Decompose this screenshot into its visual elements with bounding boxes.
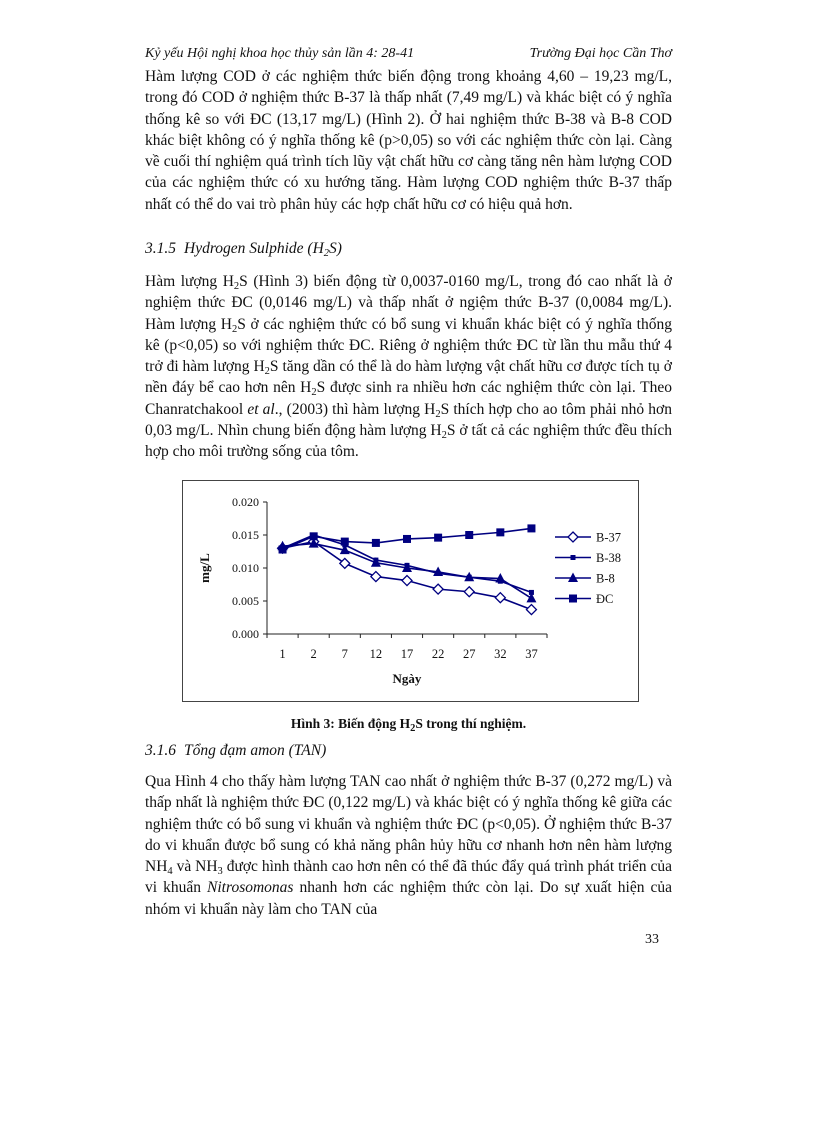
running-header [145,46,672,62]
section-number: 3.1.6 [145,742,176,759]
legend-label: ĐC [596,592,614,606]
header-university: Trường Đại học Cần Thơ [529,46,672,61]
x-tick-label: 37 [525,647,538,661]
data-point-B-37 [464,587,474,597]
x-tick-label: 27 [462,647,476,661]
x-tick-label: 1 [279,647,286,661]
legend-label: B-37 [596,530,621,545]
paragraph-tan: Qua Hình 4 cho thấy hàm lượng TAN cao nhất ở nghiệm thức B-37 (0,272 mg/L) và thấp nhất là nghiệm thức ĐC (0,122 mg/L) và khác biệt có ý nghĩa thống kê giữa các nghiệm thức có bổ sung vi khuẩn và nghiệm thức ĐC (p<0,05). Ở nghiệm thức B-37 do vi khuẩn được bổ sung có khả năng phân hủy hữu cơ nhanh hơn nên hàm lượng $NH_4$ và $NH_3$ được hình thành cao hơn nên có thể đã thúc đẩy quá trình phát triển của vi khuẩn Nitrosomonas nhanh hơn các nghiệm thức còn lại. Do sự xuất hiện của nhóm vi khuẩn này làm cho TAN của [145,773,672,918]
data-point-B-37 [402,576,412,586]
y-tick-label: 0.020 [232,495,259,509]
section-heading-hydrogen-sulphide: 3.1.5 Hydrogen Sulphide $(H_2S)$ [145,240,342,259]
data-point-B-8 [526,593,536,603]
y-axis-title: mg/L [197,553,212,583]
data-point-ĐC [465,531,473,539]
data-point-B-37 [371,572,381,582]
legend-label: B-38 [596,551,621,565]
y-tick-label: 0.005 [232,594,259,608]
h2s-line-chart [183,481,640,703]
data-point-ĐC [279,546,287,554]
data-point-ĐC [310,532,318,540]
data-point-B-37 [433,584,443,594]
data-point-ĐC [434,534,442,542]
y-tick-label: 0.010 [232,561,259,575]
legend-marker [569,595,577,603]
h2s-chart [182,480,639,702]
data-point-B-37 [340,558,350,568]
data-point-ĐC [496,528,504,536]
x-tick-label: 7 [341,647,348,661]
header-proceedings: Kỷ yếu Hội nghị khoa học thủy sản lần 4: 28-41 [145,46,415,61]
section-heading-tan: 3.1.6 Tổng đạm amon (TAN) [145,742,327,759]
data-point-B-37 [526,605,536,615]
data-point-ĐC [372,539,380,547]
y-tick-label: 0.015 [232,528,259,542]
data-point-ĐC [403,535,411,543]
figure-caption: Hình 3: Biến động $H_2S$ trong thí nghiệm. [290,716,527,734]
legend-marker [568,532,578,542]
paragraph-h2s: Hàm lượng $H_2S$ (Hình 3) biến động từ 0,0037-0160 mg/L, trong đó cao nhất là ở nghiệm thức ĐC (0,0146 mg/L) và thấp nhất ở ngiệm thức B-37 (0,0084 mg/L). Hàm lượng $H_2S$ ở các nghiệm thức có bổ sung vi khuẩn khác biệt có ý nghĩa thống kê (p<0,05) so với nghiệm thức ĐC. Riêng ở nghiệm thức ĐC từ lần thu mẫu thứ 4 trở đi hàm lượng $H_2S$ tăng dần có thể là do hàm lượng vật chất hữu cơ được tích tụ ở nền đáy bể cao hơn nên $H_2S$ được sinh ra nhiều hơn các nghiệm thức còn lại. Theo Chanratchakool et al., (2003) thì hàm lượng $H_2S$ thích hợp cho ao tôm phải nhỏ hơn 0,03 mg/L. Nhìn chung biến động hàm lượng $H_2S$ ở tất cả các nghiệm thức đều thích hợp cho môi trường sống của tôm. [145,273,672,461]
data-point-ĐC [341,538,349,546]
page-number: 33 [645,932,659,947]
x-tick-label: 22 [431,647,445,661]
x-tick-label: 2 [310,647,317,661]
legend-label: B-8 [596,571,615,586]
y-tick-label: 0.000 [232,627,259,641]
x-tick-label: 12 [369,647,383,661]
x-tick-label: 17 [400,647,414,661]
x-tick-label: 32 [494,647,507,661]
data-point-ĐC [527,524,535,532]
paragraph-cod: Hàm lượng COD ở các nghiệm thức biến động trong khoảng 4,60 – 19,23 mg/L, trong đó COD ở nghiệm thức B-37 là thấp nhất (7,49 mg/L) và khác biệt có ý nghĩa thống kê so với ĐC (13,17 mg/L) (Hình 2). Ở hai nghiệm thức B-38 và B-8 COD khác biệt không có ý nghĩa thống kê (p>0,05) so với các nghiệm thức còn lại. Càng về cuối thí nghiệm quá trình tích lũy vật chất hữu cơ càng tăng nên hàm lượng COD của các nghiệm thức có xu hướng tăng. Hàm lượng COD nghiệm thức B-37 thấp nhất có thể do vai trò phân hủy các hợp chất hữu cơ có hiệu quả hơn. [145,68,672,213]
section-number: 3.1.5 [145,240,176,257]
data-point-B-37 [495,593,505,603]
x-axis-title: Ngày [392,671,422,686]
legend-marker [571,555,576,560]
